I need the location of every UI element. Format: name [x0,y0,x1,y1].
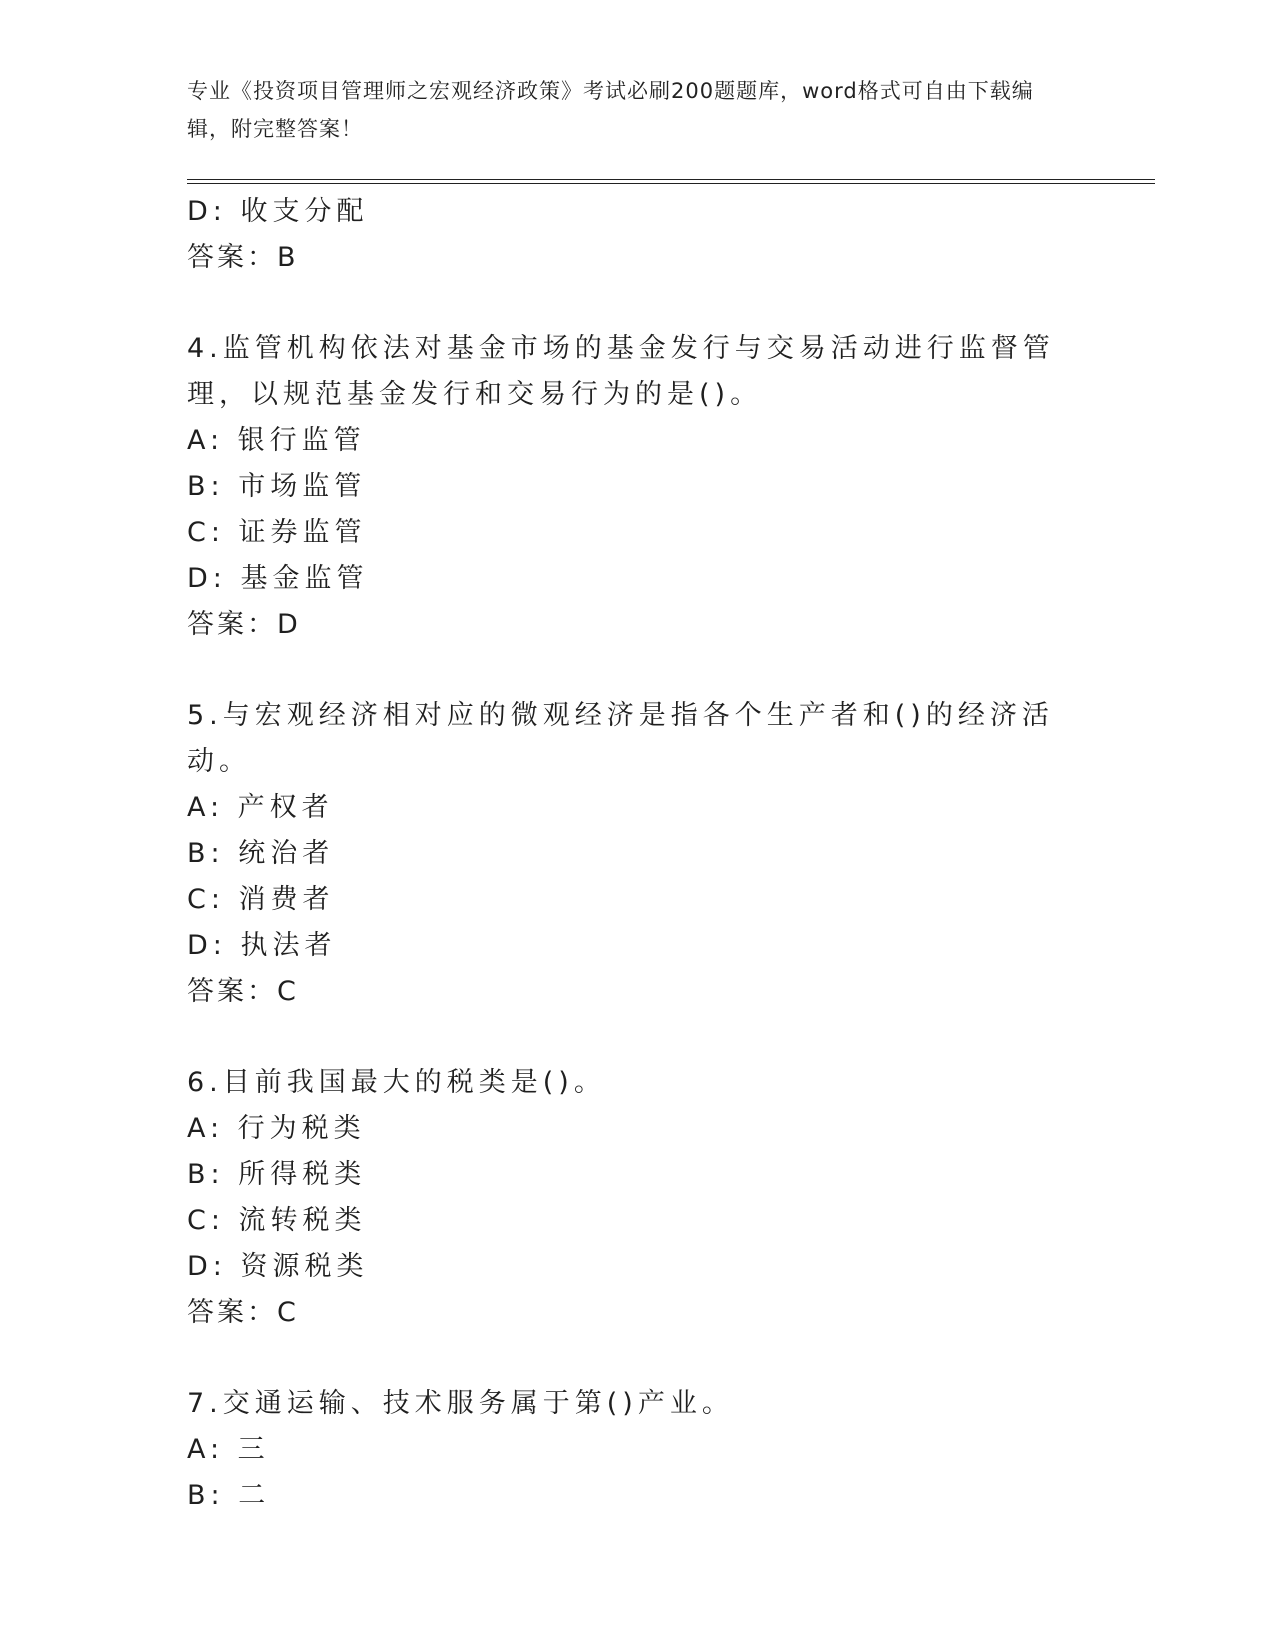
option-b: B: 二 [187,1480,271,1511]
option-a: A: 行为税类 [187,1113,366,1144]
option-d: D: 收支分配 [187,196,369,227]
question-7 [187,1381,1087,1519]
option-d: D: 执法者 [187,930,337,961]
answer: 答案：C [187,976,299,1007]
question-6 [187,1060,1087,1336]
spacer [187,281,1087,326]
option-c: C: 流转税类 [187,1205,367,1236]
question-stem: 7.交通运输、技术服务属于第()产业。 [187,1388,734,1419]
question-4 [187,326,1087,648]
option-c: C: 证券监管 [187,517,367,548]
spacer [187,1015,1087,1060]
spacer [187,1336,1087,1381]
option-b: B: 统治者 [187,838,335,869]
option-d: D: 资源税类 [187,1251,369,1282]
option-c: C: 消费者 [187,884,335,915]
document-header: 专业《投资项目管理师之宏观经济政策》考试必刷200题题库，word格式可自由下载编辑，附完整答案！ [187,79,1034,141]
answer: 答案：D [187,609,301,640]
answer: 答案：B [187,242,299,273]
header-rule-top [187,179,1155,180]
question-stem: 6.目前我国最大的税类是()。 [187,1067,606,1098]
answer: 答案：C [187,1297,299,1328]
option-d: D: 基金监管 [187,563,369,594]
option-b: B: 所得税类 [187,1159,367,1190]
header-rule-bottom [187,183,1155,184]
option-a: A: 产权者 [187,792,334,823]
question-stem: 4.监管机构依法对基金市场的基金发行与交易活动进行监督管理，以规范基金发行和交易行为的是()。 [187,333,1055,410]
option-a: A: 三 [187,1434,270,1465]
document-body [187,189,1087,1519]
question-5 [187,693,1087,1015]
option-a: A: 银行监管 [187,425,366,456]
question-stem: 5.与宏观经济相对应的微观经济是指各个生产者和()的经济活动。 [187,700,1054,777]
spacer [187,648,1087,693]
option-b: B: 市场监管 [187,471,367,502]
